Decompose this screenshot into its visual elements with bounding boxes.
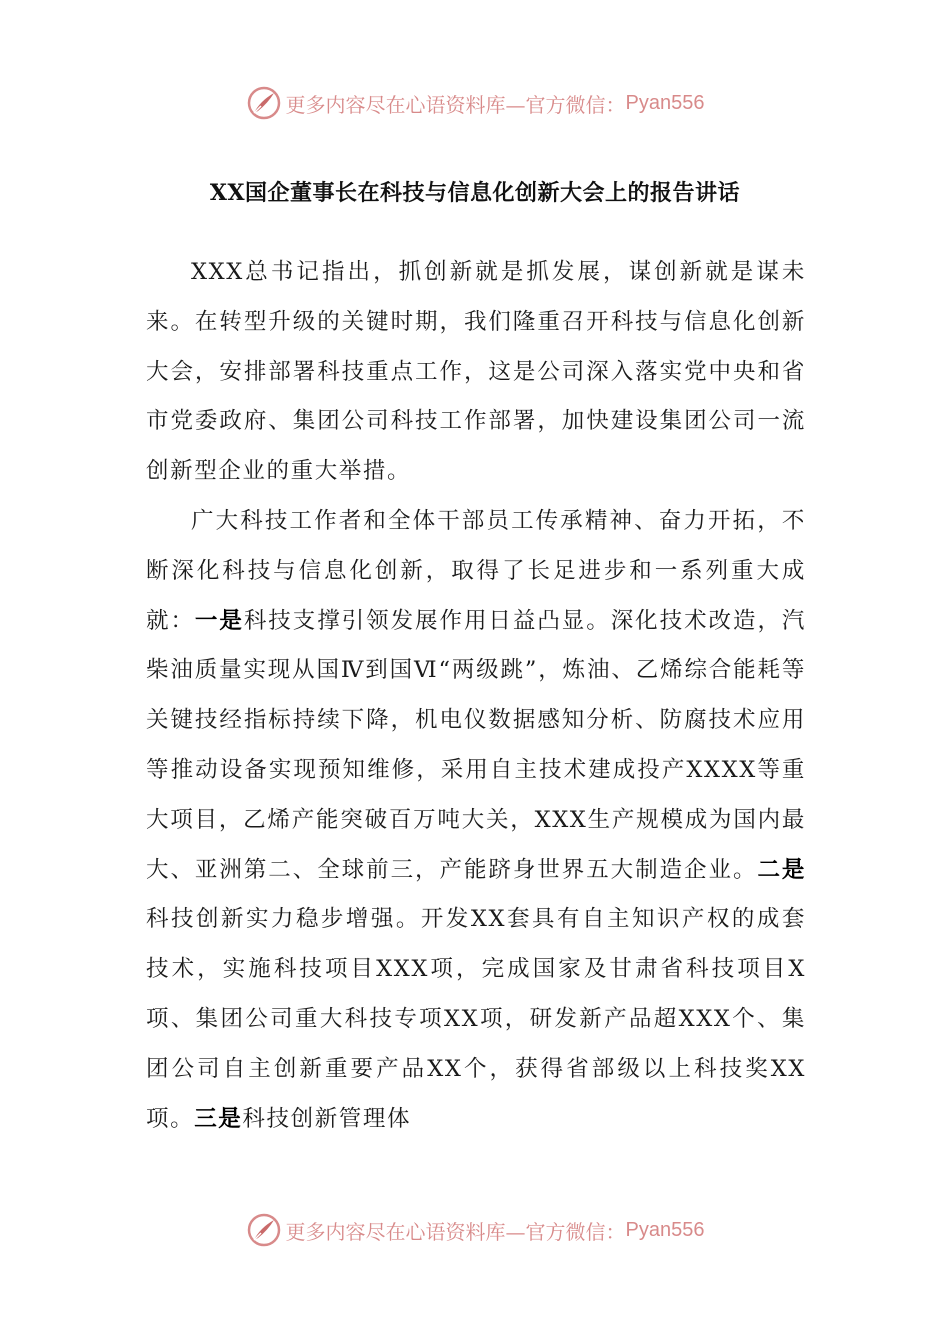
footer-banner-text: 更多内容尽在心语资料库—官方微信： (285, 1219, 626, 1244)
point-2-text: 科技创新实力稳步增强。开发XX套具有自主知识产权的成套技术，实施科技项目XXX项，完成国家及甘肃省科技项目X项、集团公司重大科技专项XX项，研发新产品超XXX个、集团公司自主创新重要产品XX个，获得省部级以上科技奖XX项。 (146, 906, 806, 1132)
point-label-2: 二是 (757, 856, 806, 883)
quill-pen-logo-icon (246, 1212, 282, 1248)
document-title: XX国企董事长在科技与信息化创新大会上的报告讲话 (209, 180, 741, 206)
document-body (146, 248, 806, 1144)
paragraph-2 (146, 497, 806, 1144)
quill-pen-logo-icon (246, 85, 282, 121)
header-banner (0, 83, 950, 123)
header-banner-id: Pyan556 (625, 91, 705, 114)
point-label-3: 三是 (194, 1105, 243, 1132)
paragraph-1: XXX总书记指出，抓创新就是抓发展，谋创新就是谋未来。在转型升级的关键时期，我们隆重召开科技与信息化创新大会，安排部署科技重点工作，这是公司深入落实党中央和省市党委政府、集团公司科技工作部署，加快建设集团公司一流创新型企业的重大举措。 (146, 259, 806, 485)
point-1-text: 科技支撑引领发展作用日益凸显。深化技术改造，汽柴油质量实现从国Ⅳ到国Ⅵ“两级跳”，炼油、乙烯综合能耗等关键技经指标持续下降，机电仪数据感知分析、防腐技术应用等推动设备实现预知维修，采用自主技术建成投产XXXX等重大项目，乙烯产能突破百万吨大关，XXX生产规模成为国内最大、亚洲第二、全球前三，产能跻身世界五大制造企业。 (146, 607, 806, 883)
point-label-1: 一是 (194, 607, 244, 634)
footer-banner-id: Pyan556 (625, 1218, 705, 1241)
header-banner-text: 更多内容尽在心语资料库—官方微信： (285, 92, 626, 117)
paragraph-2-intro: 广大科技工作者和全体干部员工传承精神、奋力开拓，不断深化科技与信息化创新，取得了长足进步和一系列重大成就： (146, 507, 806, 634)
footer-banner (0, 1210, 950, 1250)
point-3-text: 科技创新管理体 (242, 1105, 412, 1132)
